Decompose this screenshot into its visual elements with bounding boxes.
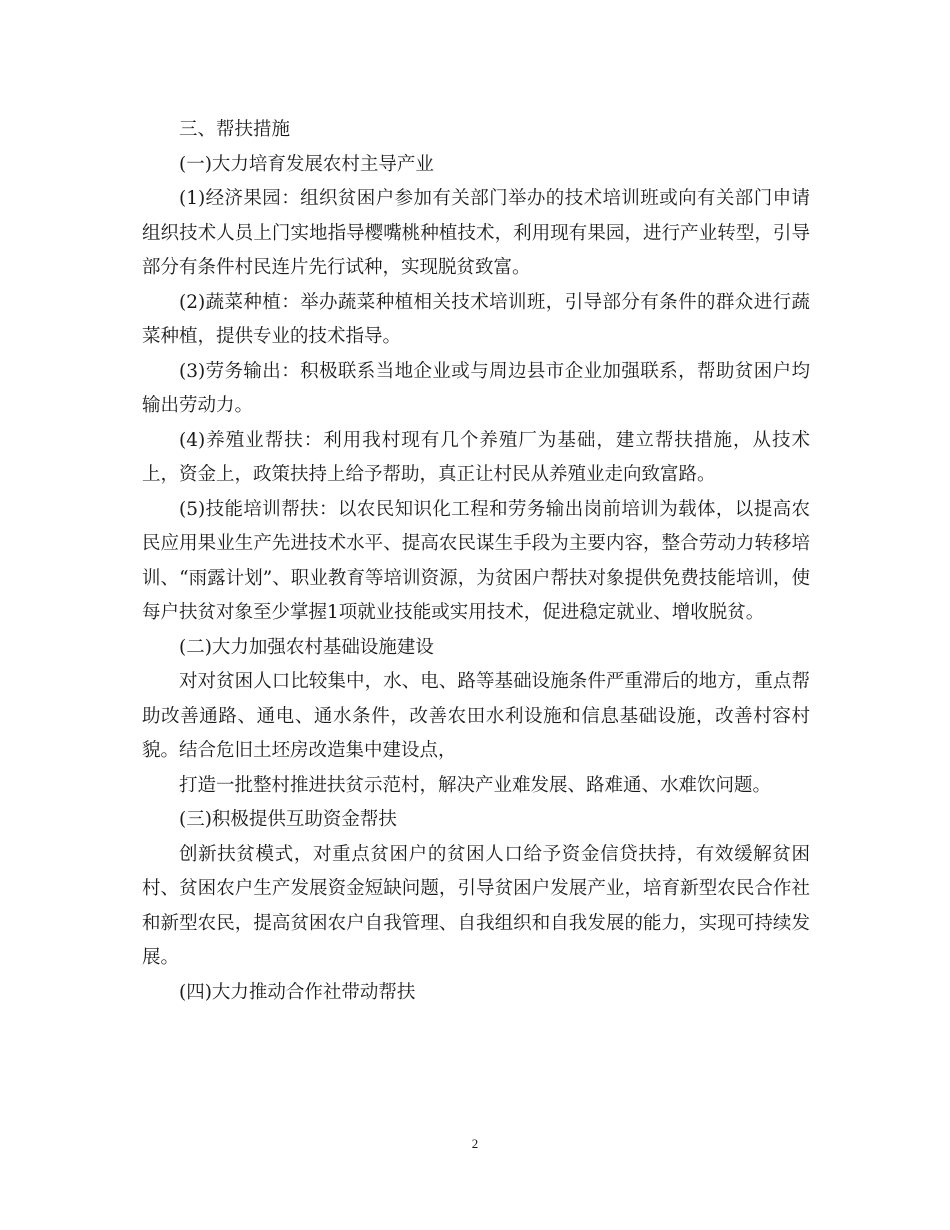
section-heading: 三、帮扶措施: [179, 119, 291, 140]
paragraph: 对对贫困人口比较集中，水、电、路等基础设施条件严重滞后的地方，重点帮助改善通路、通电、通水条件，改善农田水利设施和信息基础设施，改善村容村貌。结合危旧土坯房改造集中建设点，: [142, 671, 810, 761]
paragraph: (3)劳务输出：积极联系当地企业或与周边县市企业加强联系，帮助贫困户均输出劳动力。: [142, 360, 810, 416]
document-body: [142, 113, 810, 1010]
paragraph: (5)技能培训帮扶：以农民知识化工程和劳务输出岗前培训为载体，以提高农民应用果业生产先进技术水平、提高农民谋生手段为主要内容，整合劳动力转移培训、“雨露计划”、职业教育等培训资源，为贫困户帮扶对象提供免费技能培训，使每户扶贫对象至少掌握1项就业技能或实用技术，促进稳定就业、增收脱贫。: [142, 498, 810, 623]
subsection-heading: (一)大力培育发展农村主导产业: [179, 153, 434, 175]
paragraph: 创新扶贫模式，对重点贫困户的贫困人口给予资金信贷扶持，有效缓解贫困村、贫困农户生产发展资金短缺问题，引导贫困户发展产业，培育新型农民合作社和新型农民，提高贫困农户自我管理、自我组织和自我发展的能力，实现可持续发展。: [142, 843, 810, 968]
page-number: 2: [471, 1136, 479, 1151]
paragraph: (1)经济果园：组织贫困户参加有关部门举办的技术培训班或向有关部门申请组织技术人员上门实地指导樱嘴桃种植技术，利用现有果园，进行产业转型，引导部分有条件村民连片先行试种，实现脱贫致富。: [142, 188, 810, 278]
paragraph: (4)养殖业帮扶：利用我村现有几个养殖厂为基础，建立帮扶措施，从技术上，资金上，政策扶持上给予帮助，真正让村民从养殖业走向致富路。: [142, 429, 810, 485]
subsection-heading: (二)大力加强农村基础设施建设: [179, 636, 434, 658]
subsection-heading: (三)积极提供互助资金帮扶: [179, 809, 397, 830]
subsection-heading: (四)大力推动合作社带动帮扶: [179, 981, 416, 1003]
paragraph: 打造一批整村推进扶贫示范村，解决产业难发展、路难通、水难饮问题。: [179, 774, 772, 796]
paragraph: (2)蔬菜种植：举办蔬菜种植相关技术培训班，引导部分有条件的群众进行蔬菜种植，提供专业的技术指导。: [142, 291, 810, 347]
